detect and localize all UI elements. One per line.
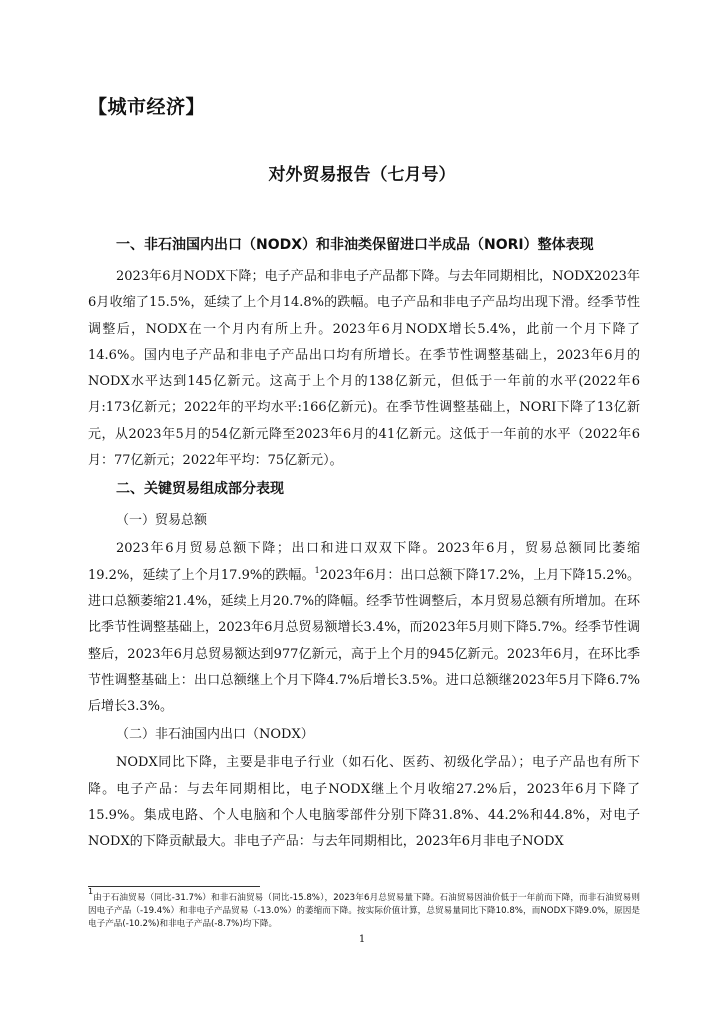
paragraph-total-trade — [88, 536, 640, 720]
heading-section-1: 一、非石油国内出口（NODX）和非油类保留进口半成品（NORI）整体表现 — [116, 237, 594, 253]
document-body — [88, 232, 640, 856]
footnote-reference[interactable]: 1 — [314, 565, 320, 575]
page-number: 1 — [358, 934, 366, 945]
paragraph-total-trade-part2: 2023年6月：出口总额下降17.2%，上月下降15.2%。进口总额萎缩21.4%，延续上月20.7%的降幅。经季节性调整后，本月贸易总额有所增加。在环比季节性调整基础上，2023年6月总贸易额增长3.4%，而2023年5月则下降5.7%。经季节性调整后，2023年6月总贸易额达到977亿新元，高于上个月的945亿新元。2023年6月，在环比季节性调整基础上：出口总额继上个月下降4.7%后增长3.5%。进口总额继2023年5月下降6.7%后增长3.3%。 — [88, 567, 640, 715]
section-tag: 【城市经济】 — [88, 96, 206, 118]
subheading-nodx: （二）非石油国内出口（NODX） — [116, 727, 314, 743]
subheading-total-trade: （一）贸易总额 — [116, 513, 208, 529]
footnote — [88, 887, 640, 931]
footnote-divider — [88, 886, 260, 887]
document-title: 对外贸易报告（七月号） — [268, 165, 456, 185]
paragraph-nodx-detail: NODX同比下降，主要是非电子行业（如石化、医药、初级化学品）；电子产品也有所下降。电子产品：与去年同期相比，电子NODX继上个月收缩27.2%后，2023年6月下降了15.9%。集成电路、个人电脑和个人电脑零部件分别下降31.8%、44.2%和44.8%，对电子NODX的下降贡献最大。非电子产品：与去年同期相比，2023年6月非电子NODX — [88, 755, 640, 850]
paragraph-nodx-overview: 2023年6月NODX下降；电子产品和非电子产品都下降。与去年同期相比，NODX2023年6月收缩了15.5%，延续了上个月14.8%的跌幅。电子产品和非电子产品均出现下滑。经季节性调整后，NODX在一个月内有所上升。2023年6月NODX增长5.4%，此前一个月下降了14.6%。国内电子产品和非电子产品出口均有所增长。在季节性调整基础上，2023年6月的NODX水平达到145亿新元。这高于上个月的138亿新元，但低于一年前的水平(2022年6月:173亿新元；2022年的平均水平:166亿新元)。在季节性调整基础上，NORI下降了13亿新元，从2023年5月的54亿新元降至2023年6月的41亿新元。这低于一年前的水平（2022年6月：77亿新元；2022年平均：75亿新元）。 — [88, 269, 640, 469]
heading-section-2: 二、关键贸易组成部分表现 — [116, 481, 284, 498]
footnote-text: 由于石油贸易（同比-31.7%）和非石油贸易（同比-15.8%），2023年6月总贸易量下降。石油贸易因油价低于一年前而下降，而非石油贸易则因电子产品（-19.4%）和非电子产品贸易（-13.0%）的萎缩而下降。按实际价值计算，总贸易量同比下降10.8%，而NODX下降9.0%，原因是电子产品(-10.2%)和非电子产品(-8.7%)均下降。 — [88, 893, 640, 929]
footnote-mark: 1 — [88, 887, 94, 896]
paragraph-total-trade-part1: 2023年6月贸易总额下降；出口和进口双双下降。2023年6月，贸易总额同比萎缩19.2%，延续了上个月17.9%的跌幅。 — [88, 541, 640, 583]
